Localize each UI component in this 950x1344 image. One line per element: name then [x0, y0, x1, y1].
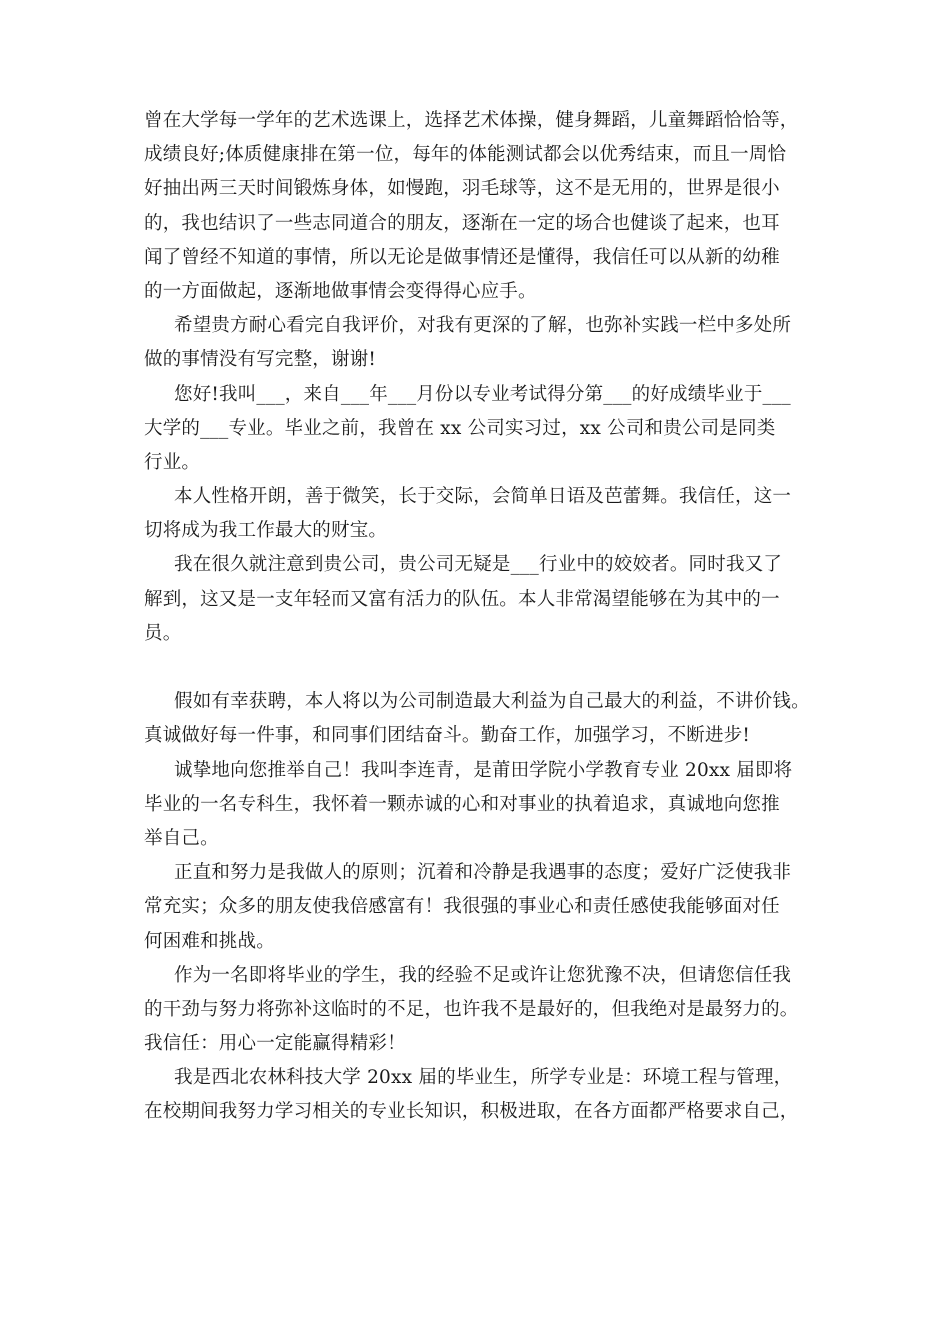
- text-line: 解到，这又是一支年轻而又富有活力的队伍。本人非常渴望能够在为其中的一: [144, 588, 780, 610]
- text-line: 何困难和挑战。: [144, 930, 275, 952]
- text-line: 员。: [144, 622, 182, 644]
- text-line: 我在很久就注意到贵公司，贵公司无疑是___行业中的姣姣者。同时我又了: [174, 554, 783, 576]
- text-line: 我是西北农林科技大学 20xx 届的毕业生，所学专业是：环境工程与管理，: [174, 1067, 793, 1089]
- text-line: 作为一名即将毕业的学生，我的经验不足或许让您犹豫不决，但请您信任我: [174, 964, 792, 986]
- text-line: 常充实；众多的朋友使我倍感富有！我很强的事业心和责任感使我能够面对任: [144, 896, 780, 918]
- text-line: 您好!我叫___，来自___年___月份以专业考试得分第___的好成绩毕业于___: [174, 383, 791, 405]
- text-line: 真诚做好每一件事，和同事们团结奋斗。勤奋工作，加强学习，不断进步!: [144, 725, 751, 747]
- text-line: 曾在大学每一学年的艺术选课上，选择艺术体操，健身舞蹈，儿童舞蹈恰恰等，: [144, 110, 799, 131]
- text-line: 的一方面做起，逐渐地做事情会变得得心应手。: [144, 280, 537, 302]
- text-line: 成绩良好;体质健康排在第一位，每年的体能测试都会以优秀结束，而且一周恰: [144, 144, 787, 166]
- text-line: 毕业的一名专科生，我怀着一颗赤诚的心和对事业的执着追求，真诚地向您推: [144, 793, 780, 815]
- text-line: 正直和努力是我做人的原则；沉着和冷静是我遇事的态度；爱好广泛使我非: [174, 862, 792, 884]
- text-line: 本人性格开朗，善于微笑，长于交际，会简单日语及芭蕾舞。我信任，这一: [174, 486, 792, 508]
- blank-line: [144, 651, 824, 685]
- text-line: 行业。: [144, 451, 201, 473]
- text-line: 我信任：用心一定能赢得精彩！: [144, 1033, 406, 1055]
- text-line: 在校期间我努力学习相关的专业长知识，积极进取，在各方面都严格要求自己，: [144, 1101, 799, 1123]
- text-line: 切将成为我工作最大的财宝。: [144, 520, 388, 542]
- text-line: 举自己。: [144, 827, 219, 849]
- text-line: 希望贵方耐心看完自我评价，对我有更深的了解，也弥补实践一栏中多处所: [174, 315, 792, 337]
- text-line: 假如有幸获聘，本人将以为公司制造最大利益为自己最大的利益，不讲价钱。: [174, 691, 810, 713]
- text-line: 的干劲与努力将弥补这临时的不足，也许我不是最好的，但我绝对是最努力的。: [144, 998, 799, 1020]
- text-line: 闻了曾经不知道的事情，所以无论是做事情还是懂得，我信任可以从新的幼稚: [144, 246, 780, 268]
- text-line: 诚挚地向您推举自己！我叫李连青，是莆田学院小学教育专业 20xx 届即将: [174, 759, 793, 781]
- text-line: 做的事情没有写完整，谢谢!: [144, 349, 377, 371]
- text-line: 好抽出两三天时间锻炼身体，如慢跑，羽毛球等，这不是无用的，世界是很小: [144, 178, 780, 200]
- document-body: [144, 104, 824, 1130]
- text-line: 的，我也结识了一些志同道合的朋友，逐渐在一定的场合也健谈了起来，也耳: [144, 212, 780, 234]
- text-line: 大学的___专业。毕业之前，我曾在 xx 公司实习过，xx 公司和贵公司是同类: [144, 417, 776, 439]
